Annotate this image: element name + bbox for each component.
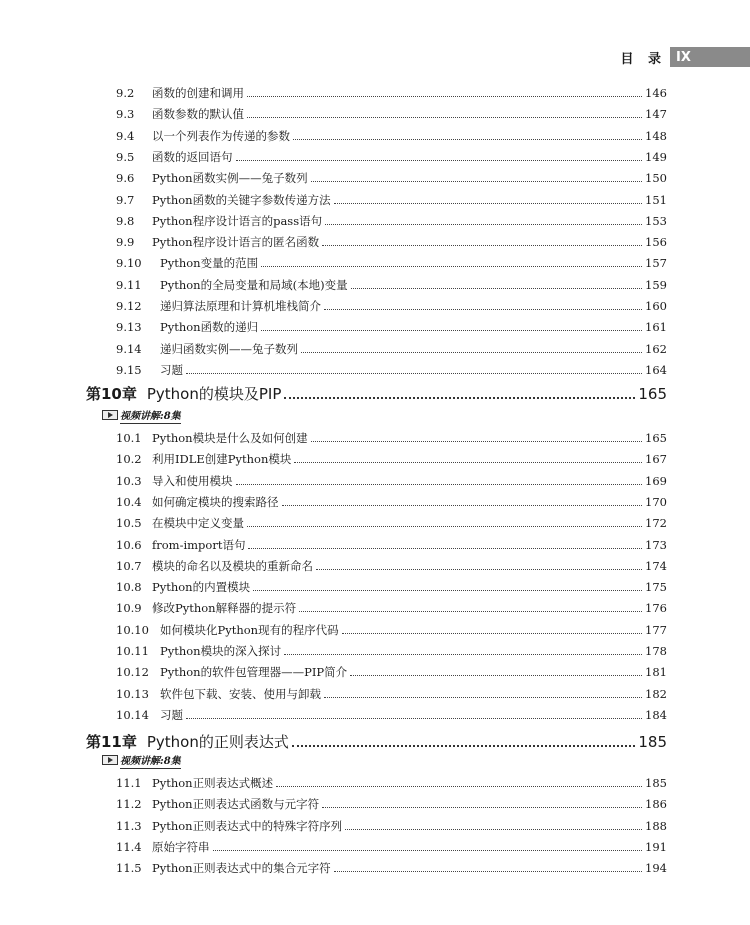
toc-entry[interactable] <box>116 446 667 466</box>
section-number: 10.6 <box>116 537 142 552</box>
page-number: 147 <box>645 107 667 122</box>
toc-entry[interactable] <box>116 681 667 701</box>
section-title: 原始字符串 <box>152 839 210 854</box>
dot-leader <box>316 569 642 570</box>
dot-leader <box>351 288 642 289</box>
section-number: 9.8 <box>116 213 135 228</box>
toc-entry[interactable] <box>116 574 667 594</box>
section-number: 9.11 <box>116 277 142 292</box>
page-number: 182 <box>645 686 667 701</box>
dot-leader <box>342 633 642 634</box>
section-title: 递归函数实例——兔子数列 <box>160 341 298 356</box>
page-number: 191 <box>645 839 667 854</box>
section-title: Python正则表达式函数与元字符 <box>152 797 320 812</box>
section-title: Python正则表达式中的集合元字符 <box>152 861 331 876</box>
section-title: 函数的返回语句 <box>152 149 233 164</box>
toc-entry[interactable] <box>116 187 667 207</box>
page-number: 175 <box>645 580 667 595</box>
page-number: 194 <box>645 861 667 876</box>
section-number: 9.9 <box>116 235 135 250</box>
section-number: 10.12 <box>116 665 149 680</box>
toc-entry[interactable] <box>116 510 667 530</box>
toc-entry[interactable] <box>116 834 667 854</box>
section-number: 10.4 <box>116 494 142 509</box>
section-title: from-import语句 <box>152 537 246 552</box>
section-number: 9.4 <box>116 128 135 143</box>
section-title: Python函数实例——兔子数列 <box>152 171 308 186</box>
section-title: 软件包下载、安装、使用与卸载 <box>160 686 321 701</box>
section-title: 如何确定模块的搜索路径 <box>152 494 279 509</box>
dot-leader <box>311 441 642 442</box>
section-number: 9.2 <box>116 86 135 100</box>
section-number: 11.5 <box>116 861 142 876</box>
dot-leader <box>247 526 642 527</box>
video-lecture-label: 视频讲解:8集 <box>120 752 181 769</box>
section-number: 11.3 <box>116 818 142 833</box>
section-title: Python模块的深入探讨 <box>160 644 282 658</box>
toc-entry[interactable] <box>116 770 667 790</box>
chapter-heading[interactable] <box>86 727 667 751</box>
chapter-title: Python的正则表达式 <box>146 733 289 751</box>
dot-leader <box>236 484 643 485</box>
section-title: 导入和使用模块 <box>152 473 233 488</box>
chapter-label: 第10章 <box>86 385 137 403</box>
toc-entry[interactable] <box>116 144 667 164</box>
page-number: 186 <box>645 797 667 812</box>
page-number: 181 <box>645 665 667 680</box>
page-number: 169 <box>645 473 667 488</box>
section-number: 10.8 <box>116 580 142 595</box>
section-title: Python程序设计语言的匿名函数 <box>152 235 320 250</box>
toc-entry[interactable] <box>116 336 667 356</box>
header-page-tag: IX <box>670 47 750 67</box>
section-title: 利用IDLE创建Python模块 <box>152 452 292 467</box>
section-number: 9.10 <box>116 256 142 271</box>
dot-leader <box>248 548 642 549</box>
dot-leader <box>253 590 642 591</box>
page-number: 146 <box>645 86 667 100</box>
page-number: 165 <box>645 431 667 445</box>
section-title: 以一个列表作为传递的参数 <box>152 128 290 143</box>
page-number: 157 <box>645 256 667 271</box>
dot-leader <box>324 309 642 310</box>
section-number: 10.5 <box>116 516 142 531</box>
toc-entry[interactable] <box>116 638 667 658</box>
section-number: 9.3 <box>116 107 135 122</box>
toc-entry[interactable] <box>116 595 667 615</box>
dot-leader <box>186 373 642 374</box>
chapter-page-number: 185 <box>638 733 667 751</box>
section-number: 10.11 <box>116 644 149 658</box>
section-number: 10.14 <box>116 707 149 722</box>
dot-leader <box>282 505 643 506</box>
page-number: 172 <box>645 516 667 531</box>
dot-leader <box>284 397 635 399</box>
toc-entry[interactable] <box>116 80 667 100</box>
toc-entry[interactable] <box>116 208 667 228</box>
page-number: 185 <box>645 776 667 790</box>
dot-leader <box>334 203 642 204</box>
section-title: Python的内置模块 <box>152 580 251 595</box>
page-number: 173 <box>645 537 667 552</box>
toc-entry[interactable] <box>116 229 667 249</box>
page-number: 188 <box>645 818 667 833</box>
toc-entry[interactable] <box>116 314 667 334</box>
dot-leader <box>292 745 635 747</box>
section-number: 9.13 <box>116 320 142 335</box>
section-title: Python程序设计语言的pass语句 <box>152 213 323 228</box>
page-number: 149 <box>645 149 667 164</box>
page-number: 156 <box>645 235 667 250</box>
page-number: 176 <box>645 601 667 616</box>
dot-leader <box>322 245 642 246</box>
toc-entry[interactable] <box>116 617 667 637</box>
chapter-heading[interactable] <box>86 379 667 403</box>
section-title: 模块的命名以及模块的重新命名 <box>152 558 313 573</box>
video-icon <box>102 410 118 420</box>
section-title: Python正则表达式中的特殊字符序列 <box>152 818 343 833</box>
section-title: Python的软件包管理器——PIP简介 <box>160 665 348 680</box>
section-title: 如何模块化Python现有的程序代码 <box>160 622 339 637</box>
dot-leader <box>261 266 642 267</box>
section-title: 修改Python解释器的提示符 <box>152 601 297 616</box>
chapter-label: 第11章 <box>86 733 137 751</box>
toc-entry[interactable] <box>116 855 667 875</box>
dot-leader <box>322 807 642 808</box>
toc-entry[interactable] <box>116 468 667 488</box>
section-title: Python模块是什么及如何创建 <box>152 431 308 445</box>
section-number: 11.2 <box>116 797 142 812</box>
dot-leader <box>247 117 642 118</box>
toc-entry[interactable] <box>116 489 667 509</box>
dot-leader <box>247 96 642 97</box>
section-number: 11.4 <box>116 839 142 854</box>
page-number: 177 <box>645 622 667 637</box>
dot-leader <box>301 352 642 353</box>
section-title: Python变量的范围 <box>160 256 259 271</box>
page-number: 167 <box>645 452 667 467</box>
section-number: 10.1 <box>116 431 142 445</box>
section-number: 11.1 <box>116 776 142 790</box>
header-title: 目 录 <box>620 51 666 67</box>
section-title: 在模块中定义变量 <box>152 516 244 531</box>
toc-entry[interactable] <box>116 791 667 811</box>
chapter-page-number: 165 <box>638 385 667 403</box>
dot-leader <box>293 139 642 140</box>
page-number: 164 <box>645 362 667 377</box>
video-lecture-label: 视频讲解:8集 <box>120 407 181 424</box>
chapter-title: Python的模块及PIP <box>146 385 282 403</box>
dot-leader <box>325 224 642 225</box>
section-title: 递归算法原理和计算机堆栈简介 <box>160 299 321 313</box>
section-number: 10.2 <box>116 452 142 467</box>
page-number: 160 <box>645 299 667 313</box>
page-number: 159 <box>645 277 667 292</box>
dot-leader <box>324 697 642 698</box>
section-title: Python的全局变量和局域(本地)变量 <box>160 277 348 292</box>
toc-entry[interactable] <box>116 272 667 292</box>
section-number: 9.5 <box>116 149 135 164</box>
page-number: 153 <box>645 213 667 228</box>
video-icon <box>102 755 118 765</box>
section-title: 习题 <box>160 707 183 722</box>
section-number: 9.6 <box>116 171 135 186</box>
section-number: 10.7 <box>116 558 142 573</box>
toc-entry[interactable] <box>116 425 667 445</box>
dot-leader <box>261 330 642 331</box>
toc-entry[interactable] <box>116 813 667 833</box>
toc-entry[interactable] <box>116 123 667 143</box>
section-number: 10.3 <box>116 473 142 488</box>
dot-leader <box>294 462 642 463</box>
page-number: 161 <box>645 320 667 335</box>
section-title: Python函数的关键字参数传递方法 <box>152 192 331 207</box>
page-number: 148 <box>645 128 667 143</box>
section-number: 10.9 <box>116 601 142 616</box>
toc-entry[interactable] <box>116 659 667 679</box>
section-title: Python函数的递归 <box>160 320 259 335</box>
video-lecture-tag <box>102 407 181 423</box>
dot-leader <box>345 829 642 830</box>
section-number: 9.15 <box>116 362 142 377</box>
dot-leader <box>276 786 642 787</box>
page-number: 178 <box>645 644 667 658</box>
toc-entry[interactable] <box>116 532 667 552</box>
section-title: 函数的创建和调用 <box>152 86 244 100</box>
toc-entry[interactable] <box>116 293 667 313</box>
section-number: 9.7 <box>116 192 135 207</box>
section-title: 函数参数的默认值 <box>152 107 244 122</box>
dot-leader <box>236 160 643 161</box>
dot-leader <box>186 718 642 719</box>
page-number: 174 <box>645 558 667 573</box>
toc-entry[interactable] <box>116 165 667 185</box>
page-number: 151 <box>645 192 667 207</box>
page-number: 170 <box>645 494 667 509</box>
dot-leader <box>299 611 642 612</box>
running-header <box>620 47 750 67</box>
page-number: 162 <box>645 341 667 356</box>
dot-leader <box>284 654 642 655</box>
dot-leader <box>334 871 642 872</box>
section-number: 9.14 <box>116 341 142 356</box>
section-number: 10.13 <box>116 686 149 701</box>
section-title: Python正则表达式概述 <box>152 776 274 790</box>
page-number: 150 <box>645 171 667 186</box>
section-number: 10.10 <box>116 622 149 637</box>
toc-entry[interactable] <box>116 250 667 270</box>
section-title: 习题 <box>160 362 183 377</box>
section-number: 9.12 <box>116 299 142 313</box>
page-number: 184 <box>645 707 667 722</box>
toc-entry[interactable] <box>116 101 667 121</box>
dot-leader <box>311 181 642 182</box>
dot-leader <box>350 675 642 676</box>
dot-leader <box>213 850 643 851</box>
video-lecture-tag <box>102 752 181 768</box>
toc-entry[interactable] <box>116 553 667 573</box>
toc-entry[interactable] <box>116 357 667 377</box>
toc-entry[interactable] <box>116 702 667 722</box>
